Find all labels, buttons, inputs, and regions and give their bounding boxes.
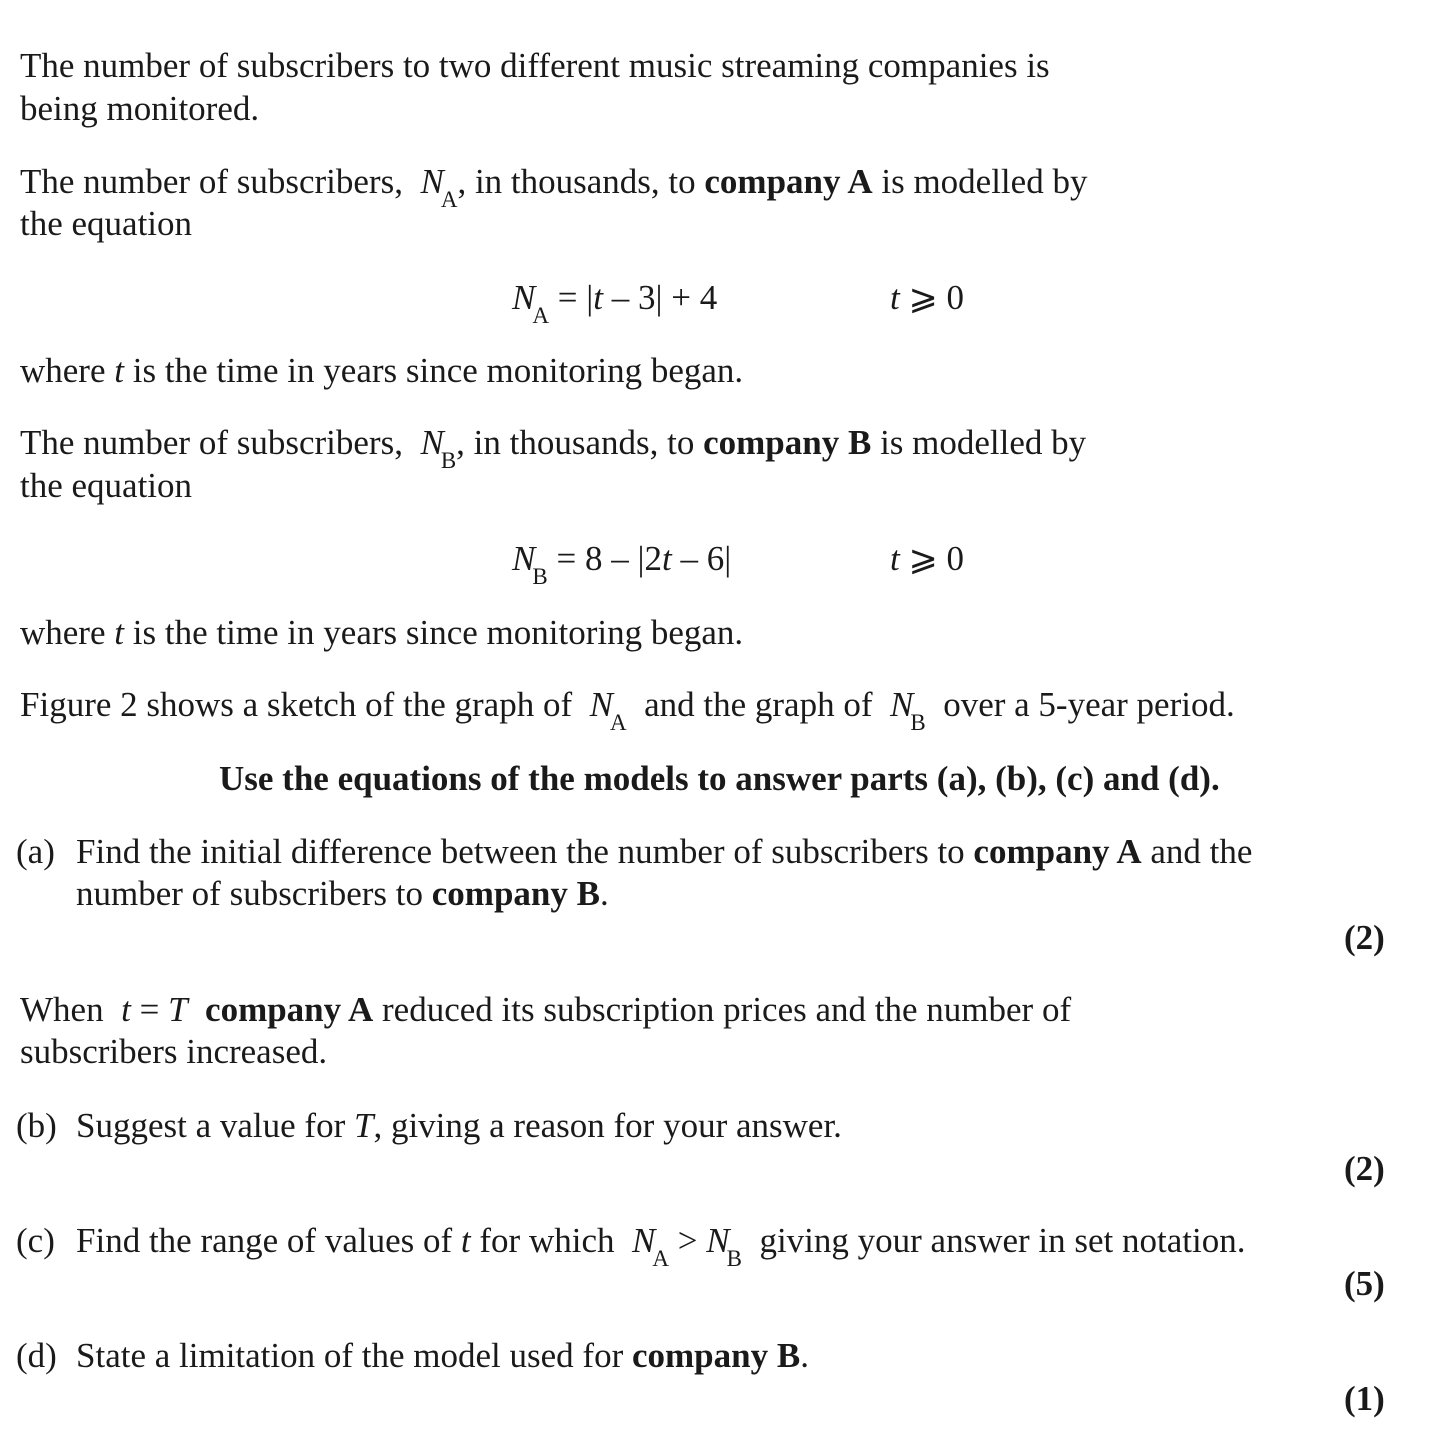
domain-condition: ⩾ 0 [899,539,965,578]
part-a-line-1 [76,831,1252,873]
subscript-b: B [440,448,457,473]
variable-n: N [589,685,613,724]
part-d-label: (d) [16,1336,57,1375]
domain-b [890,538,964,580]
text: Suggest a value for [76,1106,346,1145]
part-c-label: (c) [16,1221,55,1260]
subscript-a: A [609,710,627,735]
text: and the graph of [644,685,873,724]
variable-t: t [890,278,900,317]
subscript-a: A [532,303,549,328]
variable-n: N [706,1221,730,1260]
company-b-description-line-2: the equation [20,466,193,505]
variable-n: N [889,685,914,724]
text: Find the initial difference between the number of subscribers to [76,832,965,871]
text: is the time in years since monitoring began. [132,613,744,652]
company-a-bold: company A [205,990,374,1029]
subscript-b: B [532,564,548,589]
text: Figure 2 shows a sketch of the graph of [20,685,573,724]
text: , in thousands, to [456,423,695,462]
part-b-label: (b) [16,1106,57,1145]
equation-part: – 6| [671,539,732,578]
variable-t: t [593,278,603,317]
equation-b [512,538,732,589]
equation-a [512,277,718,328]
variable-t: t [460,1221,471,1260]
part-a-label: (a) [16,832,55,871]
company-a-description [20,161,1088,212]
text: and the [1150,832,1253,871]
context-b-line-1 [20,989,1071,1031]
equals: = [130,990,169,1029]
where-a [20,350,743,392]
text: Find the range of values of [76,1221,453,1260]
part-a-line-2 [76,873,609,915]
where-b [20,612,743,654]
text: number of subscribers to [76,874,424,913]
text: reduced its subscription prices and the number of [382,990,1072,1029]
part-d-marks: (1) [1344,1379,1385,1418]
part-b-marks: (2) [1344,1149,1385,1188]
text: is the time in years since monitoring began. [132,351,744,390]
domain-condition: ⩾ 0 [899,278,965,317]
variable-n: N [420,162,444,201]
equation-part: = | [557,278,594,317]
text: giving your answer in set notation. [759,1221,1246,1260]
variable-t: t [114,613,124,652]
variable-n: N [512,278,536,317]
text: The number of subscribers, [20,423,403,462]
text: , in thousands, to [457,162,696,201]
part-d-text [76,1335,809,1377]
company-a-description-line-2: the equation [20,204,193,243]
text: . [599,874,609,913]
part-c-text [76,1220,1246,1271]
greater-than: > [668,1221,707,1260]
variable-t: t [661,539,672,578]
instruction: Use the equations of the models to answer parts (a), (b), (c) and (d). [219,759,1220,798]
text: for which [479,1221,615,1260]
text: . [800,1336,809,1375]
variable-t: t [121,990,131,1029]
equation-part: = 8 – |2 [556,539,662,578]
subscript-b: B [910,710,926,735]
domain-a [890,277,964,319]
text: The number of subscribers, [20,162,403,201]
variable-n: N [632,1221,656,1260]
part-c-marks: (5) [1344,1264,1385,1303]
text: where [20,613,106,652]
text: is modelled by [880,423,1087,462]
subscript-b: B [726,1246,742,1271]
intro-line-2: being monitored. [20,89,260,128]
variable-n: N [512,539,536,578]
equation-part: – 3| + 4 [602,278,718,317]
company-a-bold: company A [973,832,1142,871]
text: When [20,990,104,1029]
text: State a limitation of the model used for [76,1336,624,1375]
variable-t: t [890,539,900,578]
variable-big-t: T [168,990,188,1029]
company-a-bold: company A [704,162,873,201]
company-b-bold: company B [703,423,872,462]
text: over a 5-year period. [943,685,1235,724]
part-a-marks: (2) [1344,918,1385,957]
company-b-bold: company B [431,874,600,913]
text: where [20,351,106,390]
company-b-description [20,422,1087,473]
context-b-line-2: subscribers increased. [20,1032,328,1071]
subscript-a: A [652,1246,669,1271]
intro-line-1: The number of subscribers to two different music streaming companies is [20,46,1050,85]
company-b-bold: company B [631,1336,801,1375]
part-b-text [76,1105,842,1147]
variable-n: N [420,423,444,462]
subscript-a: A [440,187,458,212]
variable-big-t: T [353,1106,374,1145]
text: , giving a reason for your answer. [373,1106,842,1145]
text: is modelled by [881,162,1088,201]
variable-t: t [114,351,124,390]
figure-reference [20,684,1235,735]
